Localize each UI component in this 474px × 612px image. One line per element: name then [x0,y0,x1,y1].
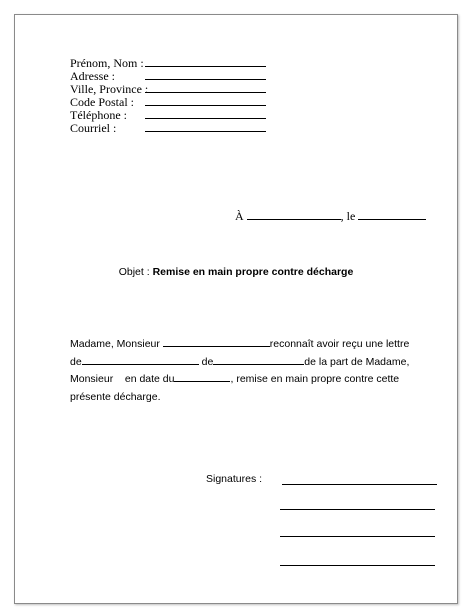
fill-in-line [145,105,266,106]
place-blank [247,218,341,220]
signature-line [280,509,435,510]
subject-prefix: Objet : [118,266,153,278]
fill-in-line [145,79,266,80]
body-text: de [201,355,214,368]
subject-title: Remise en main propre contre décharge [152,266,354,278]
body-text: , remise en main propre contre cette [230,373,400,385]
body-paragraph [70,336,434,406]
place-prefix: À [235,209,244,223]
body-line-3 [70,371,434,389]
fill-in-line [145,118,266,119]
field-label: Courriel : [70,121,117,135]
letter-date-blank [213,364,304,365]
signatures-label: Signatures : [206,473,263,485]
body-text: de la part de Madame, [304,355,410,368]
date-prefix: , le [340,209,356,223]
field-label: Prénom, Nom : [70,56,144,70]
fill-in-line [145,66,266,67]
signature-line [280,565,435,566]
body-text: reconnaît avoir reçu une lettre [269,338,410,350]
fill-in-line [145,92,266,93]
field-label: Code Postal : [70,95,135,109]
field-label: Ville, Province : [70,82,149,96]
signature-line [282,484,437,485]
fill-in-line [145,131,266,132]
body-text: Monsieur en date du [70,373,175,385]
document-page [14,14,458,604]
signature-line [280,536,435,537]
recipient-blank [163,346,270,347]
field-label: Adresse : [70,69,115,83]
date-blank [358,218,426,220]
body-line-4 [70,389,434,407]
body-text: de [70,355,82,368]
handover-date-blank [174,381,230,382]
field-label: Téléphone : [70,108,127,122]
body-text: présente décharge. [70,390,161,403]
body-line-2 [70,354,434,372]
body-text: Madame, Monsieur [70,338,160,350]
letter-type-blank [82,364,199,365]
subject-line [15,266,457,278]
body-line-1 [70,336,434,354]
place-date-line [235,209,426,224]
